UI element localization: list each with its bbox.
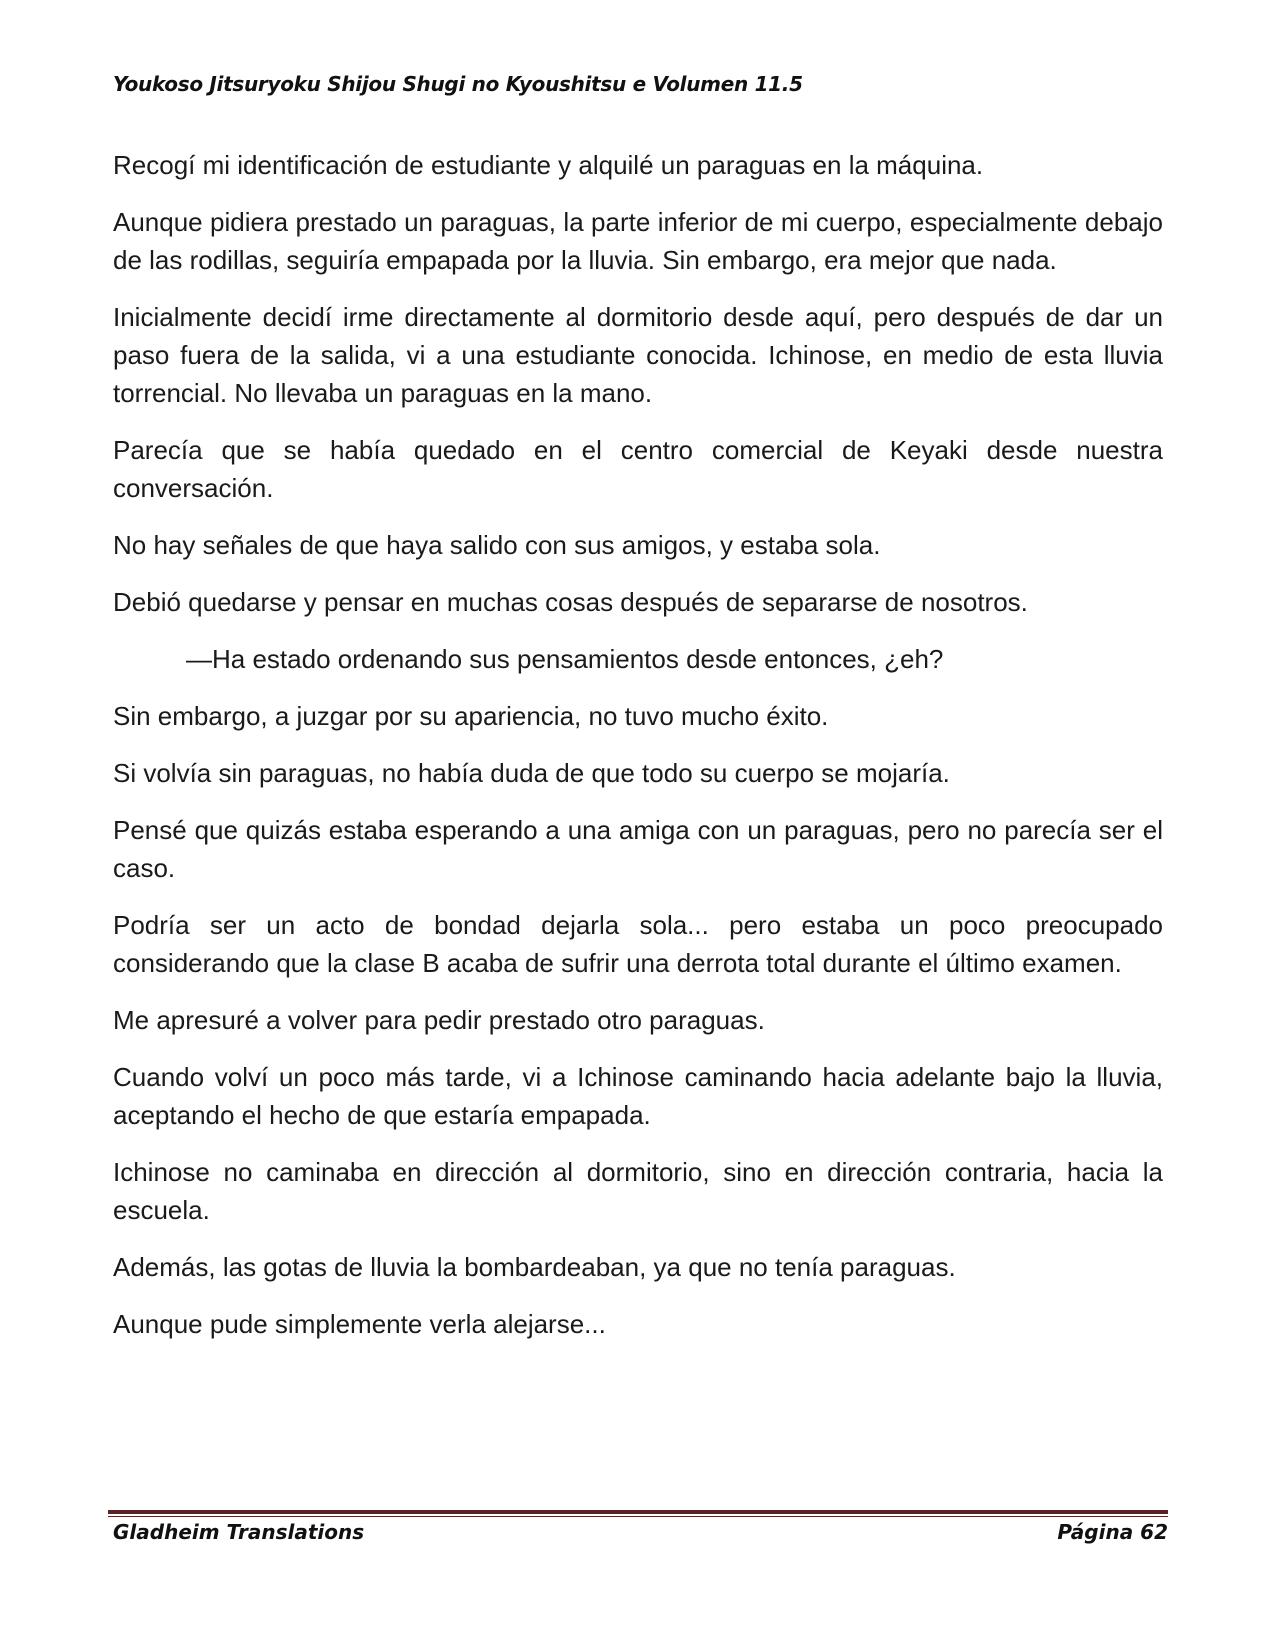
paragraph: Pensé que quizás estaba esperando a una amiga con un paraguas, pero no parecía ser el caso. bbox=[113, 815, 1163, 883]
page-body bbox=[113, 146, 1163, 1362]
paragraph: Recogí mi identificación de estudiante y alquilé un paraguas en la máquina. bbox=[113, 150, 984, 180]
paragraph: Podría ser un acto de bondad dejarla sola... pero estaba un poco preocupado considerando que la clase B acaba de sufrir una derrota total durante el último examen. bbox=[113, 910, 1163, 978]
footer-divider-thin bbox=[108, 1516, 1168, 1517]
paragraph: Cuando volví un poco más tarde, vi a Ichinose caminando hacia adelante bajo la lluvia, aceptando el hecho de que estaría empapada. bbox=[113, 1062, 1163, 1130]
paragraph: Además, las gotas de lluvia la bombardeaban, ya que no tenía paraguas. bbox=[113, 1252, 956, 1282]
paragraph: No hay señales de que haya salido con sus amigos, y estaba sola. bbox=[113, 530, 881, 560]
paragraph: Aunque pude simplemente verla alejarse... bbox=[113, 1309, 606, 1339]
paragraph: Me apresuré a volver para pedir prestado otro paraguas. bbox=[113, 1005, 765, 1035]
running-header: Youkoso Jitsuryoku Shijou Shugi no Kyoushitsu e Volumen 11.5 bbox=[113, 72, 803, 96]
paragraph: Debió quedarse y pensar en muchas cosas después de separarse de nosotros. bbox=[113, 587, 1028, 617]
footer-credit: Gladheim Translations bbox=[113, 1520, 365, 1544]
paragraph: Sin embargo, a juzgar por su apariencia, no tuvo mucho éxito. bbox=[113, 701, 829, 731]
page-number: Página 62 bbox=[1057, 1520, 1168, 1544]
paragraph: Inicialmente decidí irme directamente al dormitorio desde aquí, pero después de dar un paso fuera de la salida, vi a una estudiante conocida. Ichinose, en medio de esta lluvia torrencial. No llevaba un paraguas en la mano. bbox=[113, 302, 1163, 408]
paragraph: Ichinose no caminaba en dirección al dormitorio, sino en dirección contraria, hacia la escuela. bbox=[113, 1157, 1163, 1225]
dialogue-line: —Ha estado ordenando sus pensamientos desde entonces, ¿eh? bbox=[186, 644, 944, 674]
paragraph: Si volvía sin paraguas, no había duda de que todo su cuerpo se mojaría. bbox=[113, 758, 950, 788]
paragraph: Parecía que se había quedado en el centro comercial de Keyaki desde nuestra conversación. bbox=[113, 435, 1163, 503]
paragraph: Aunque pidiera prestado un paraguas, la parte inferior de mi cuerpo, especialmente debajo de las rodillas, seguiría empapada por la lluvia. Sin embargo, era mejor que nada. bbox=[113, 207, 1163, 275]
